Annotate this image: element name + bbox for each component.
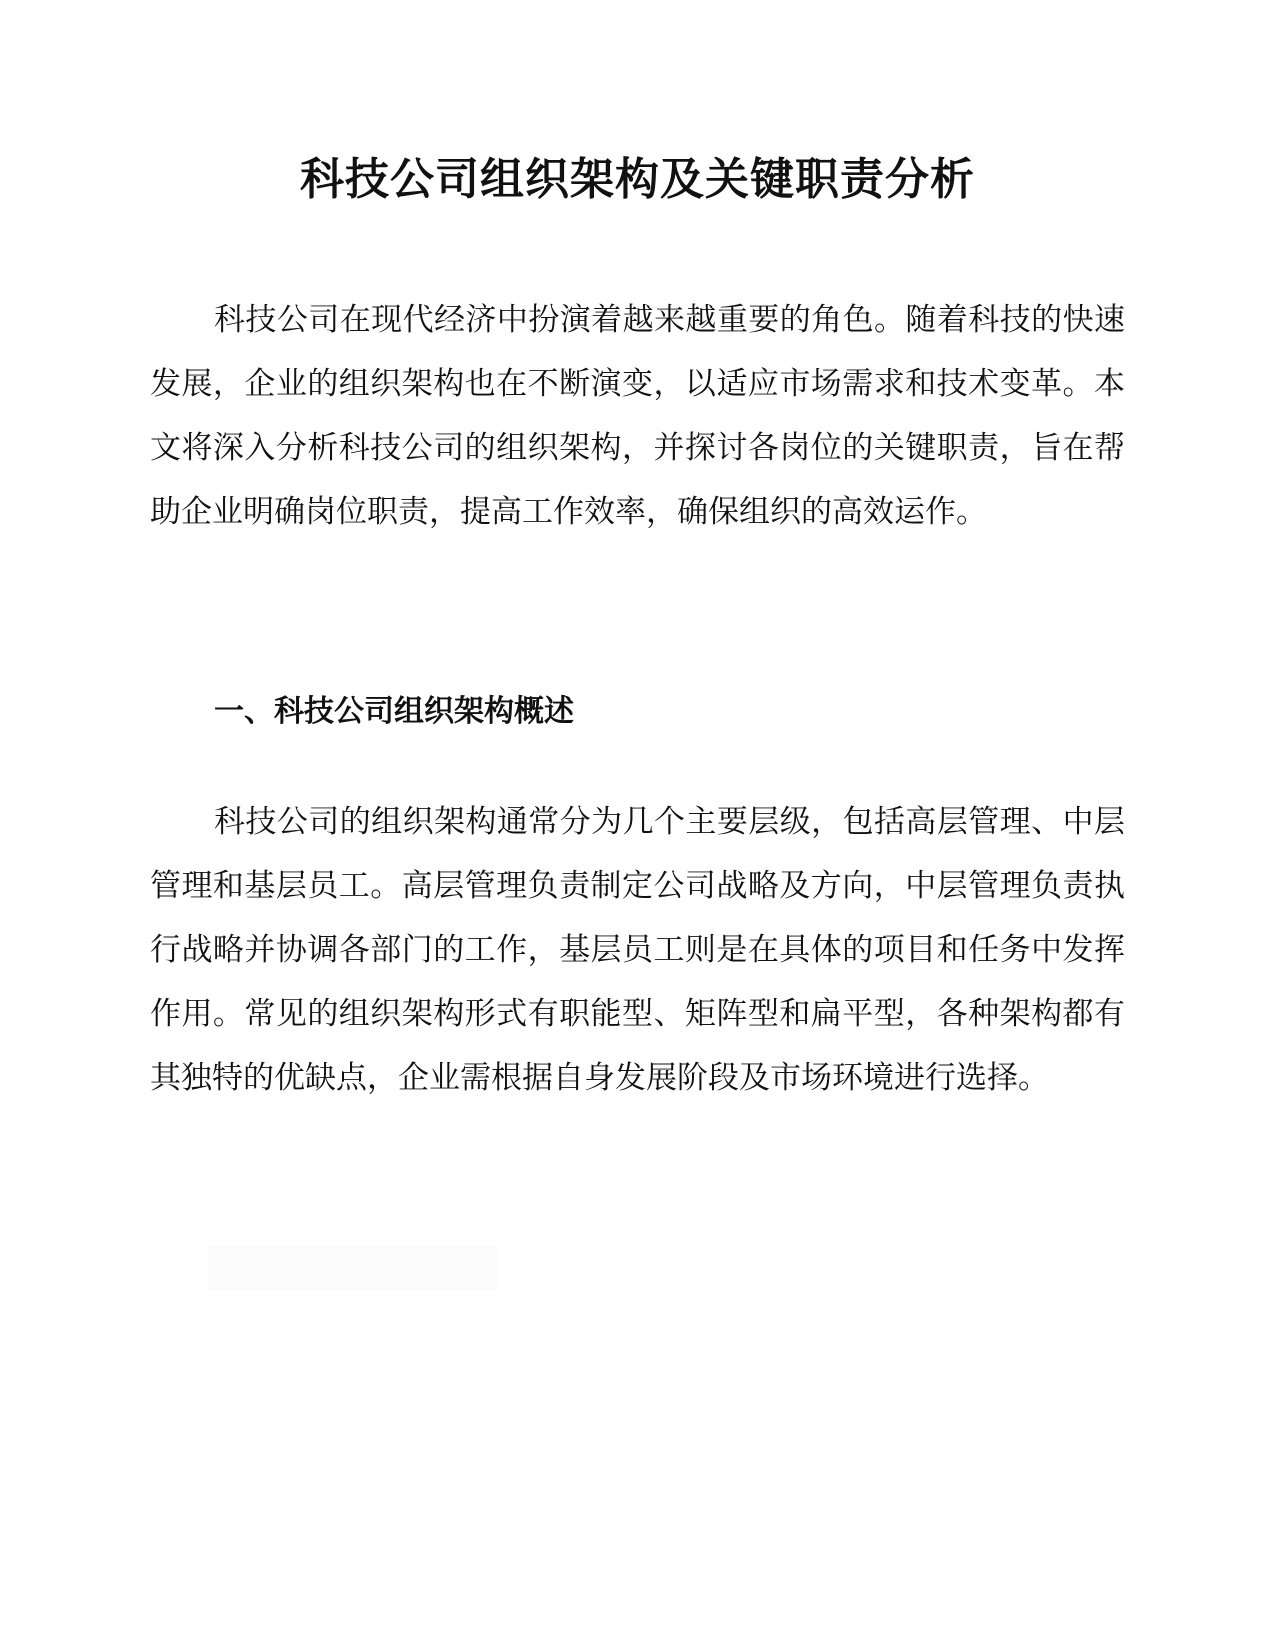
intro-paragraph: 科技公司在现代经济中扮演着越来越重要的角色。随着科技的快速发展，企业的组织架构也在不断演变，以适应市场需求和技术变革。本文将深入分析科技公司的组织架构，并探讨各岗位的关键职责，旨在帮助企业明确岗位职责，提高工作效率，确保组织的高效运作。 — [150, 302, 1125, 530]
faint-watermark-block — [208, 1246, 498, 1290]
section-heading-overview: 一、科技公司组织架构概述 — [214, 694, 574, 729]
section-paragraph-overview: 科技公司的组织架构通常分为几个主要层级，包括高层管理、中层管理和基层员工。高层管理负责制定公司战略及方向，中层管理负责执行战略并协调各部门的工作，基层员工则是在具体的项目和任务中发挥作用。常见的组织架构形式有职能型、矩阵型和扁平型，各种架构都有其独特的优缺点，企业需根据自身发展阶段及市场环境进行选择。 — [150, 804, 1125, 1096]
document-title: 科技公司组织架构及关键职责分析 — [300, 154, 975, 205]
